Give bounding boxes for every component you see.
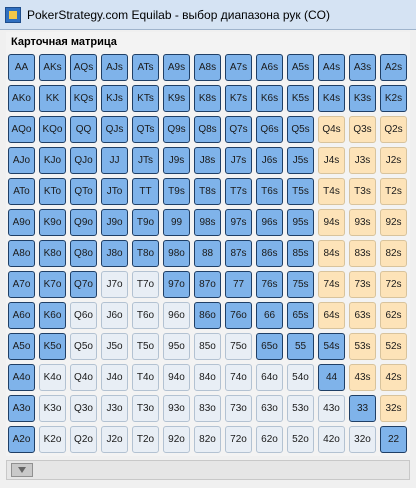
hand-cell-T6s[interactable]: T6s	[256, 178, 283, 205]
hand-cell-98o[interactable]: 98o	[163, 240, 190, 267]
hand-cell-QQ[interactable]: QQ	[70, 116, 97, 143]
hand-cell-97o[interactable]: 97o	[163, 271, 190, 298]
hand-cell-K5o[interactable]: K5o	[39, 333, 66, 360]
hand-cell-AA[interactable]: AA	[8, 54, 35, 81]
hand-cell-83o[interactable]: 83o	[194, 395, 221, 422]
hand-cell-QJs[interactable]: QJs	[101, 116, 128, 143]
hand-cell-AQs[interactable]: AQs	[70, 54, 97, 81]
hand-cell-QTs[interactable]: QTs	[132, 116, 159, 143]
hand-cell-K5s[interactable]: K5s	[287, 85, 314, 112]
hand-cell-K4o[interactable]: K4o	[39, 364, 66, 391]
hand-cell-J9s[interactable]: J9s	[163, 147, 190, 174]
hand-cell-J3s[interactable]: J3s	[349, 147, 376, 174]
hand-cell-T2s[interactable]: T2s	[380, 178, 407, 205]
hand-cell-44[interactable]: 44	[318, 364, 345, 391]
window-title: PokerStrategy.com Equilab - выбор диапазона рук (CO)	[27, 8, 330, 22]
hand-cell-A9s[interactable]: A9s	[163, 54, 190, 81]
hand-cell-TT[interactable]: TT	[132, 178, 159, 205]
hand-cell-Q6o[interactable]: Q6o	[70, 302, 97, 329]
hand-cell-76s[interactable]: 76s	[256, 271, 283, 298]
hand-cell-Q7o[interactable]: Q7o	[70, 271, 97, 298]
hand-cell-64o[interactable]: 64o	[256, 364, 283, 391]
hand-cell-98s[interactable]: 98s	[194, 209, 221, 236]
card-matrix-label: Карточная матрица	[11, 36, 117, 48]
hand-cell-A2o[interactable]: A2o	[8, 426, 35, 453]
hand-cell-Q2o[interactable]: Q2o	[70, 426, 97, 453]
hand-cell-K8s[interactable]: K8s	[194, 85, 221, 112]
hand-cell-QTo[interactable]: QTo	[70, 178, 97, 205]
hand-cell-T7s[interactable]: T7s	[225, 178, 252, 205]
hand-cell-T8s[interactable]: T8s	[194, 178, 221, 205]
hand-cell-K9s[interactable]: K9s	[163, 85, 190, 112]
hand-cell-K4s[interactable]: K4s	[318, 85, 345, 112]
hand-cell-T6o[interactable]: T6o	[132, 302, 159, 329]
hand-cell-84s[interactable]: 84s	[318, 240, 345, 267]
hand-cell-J5o[interactable]: J5o	[101, 333, 128, 360]
hand-cell-K3s[interactable]: K3s	[349, 85, 376, 112]
hand-cell-A6s[interactable]: A6s	[256, 54, 283, 81]
hand-cell-96s[interactable]: 96s	[256, 209, 283, 236]
hand-cell-T9s[interactable]: T9s	[163, 178, 190, 205]
hand-cell-82o[interactable]: 82o	[194, 426, 221, 453]
hand-cell-AKs[interactable]: AKs	[39, 54, 66, 81]
hand-cell-74s[interactable]: 74s	[318, 271, 345, 298]
hand-cell-85o[interactable]: 85o	[194, 333, 221, 360]
hand-cell-32s[interactable]: 32s	[380, 395, 407, 422]
hand-cell-KTo[interactable]: KTo	[39, 178, 66, 205]
hand-cell-43s[interactable]: 43s	[349, 364, 376, 391]
hand-cell-94s[interactable]: 94s	[318, 209, 345, 236]
hand-cell-92o[interactable]: 92o	[163, 426, 190, 453]
hand-cell-73o[interactable]: 73o	[225, 395, 252, 422]
hand-cell-A9o[interactable]: A9o	[8, 209, 35, 236]
hand-cell-K3o[interactable]: K3o	[39, 395, 66, 422]
hand-cell-Q5o[interactable]: Q5o	[70, 333, 97, 360]
hand-cell-T5s[interactable]: T5s	[287, 178, 314, 205]
hand-cell-43o[interactable]: 43o	[318, 395, 345, 422]
hand-cell-74o[interactable]: 74o	[225, 364, 252, 391]
hand-cell-77[interactable]: 77	[225, 271, 252, 298]
hand-cell-K6o[interactable]: K6o	[39, 302, 66, 329]
hand-cell-ATs[interactable]: ATs	[132, 54, 159, 81]
hand-cell-A6o[interactable]: A6o	[8, 302, 35, 329]
hand-cell-QJo[interactable]: QJo	[70, 147, 97, 174]
hand-cell-K2s[interactable]: K2s	[380, 85, 407, 112]
hand-cell-J2s[interactable]: J2s	[380, 147, 407, 174]
hand-cell-62o[interactable]: 62o	[256, 426, 283, 453]
hand-cell-T4o[interactable]: T4o	[132, 364, 159, 391]
hand-cell-J3o[interactable]: J3o	[101, 395, 128, 422]
hand-cell-Q5s[interactable]: Q5s	[287, 116, 314, 143]
hand-cell-A4s[interactable]: A4s	[318, 54, 345, 81]
hand-cell-T8o[interactable]: T8o	[132, 240, 159, 267]
hand-cell-J7s[interactable]: J7s	[225, 147, 252, 174]
hand-cell-T5o[interactable]: T5o	[132, 333, 159, 360]
hand-cell-99[interactable]: 99	[163, 209, 190, 236]
hand-cell-K2o[interactable]: K2o	[39, 426, 66, 453]
hand-cell-J5s[interactable]: J5s	[287, 147, 314, 174]
hand-cell-Q9s[interactable]: Q9s	[163, 116, 190, 143]
hand-cell-J7o[interactable]: J7o	[101, 271, 128, 298]
hand-cell-T3o[interactable]: T3o	[132, 395, 159, 422]
hand-cell-J6o[interactable]: J6o	[101, 302, 128, 329]
card-matrix-panel	[6, 32, 410, 456]
hand-cell-93s[interactable]: 93s	[349, 209, 376, 236]
hand-cell-A7s[interactable]: A7s	[225, 54, 252, 81]
hand-cell-85s[interactable]: 85s	[287, 240, 314, 267]
hand-cell-J8s[interactable]: J8s	[194, 147, 221, 174]
hand-cell-86o[interactable]: 86o	[194, 302, 221, 329]
hand-cell-32o[interactable]: 32o	[349, 426, 376, 453]
hand-cell-A8o[interactable]: A8o	[8, 240, 35, 267]
hand-cell-A2s[interactable]: A2s	[380, 54, 407, 81]
horizontal-slider[interactable]	[6, 460, 410, 480]
hand-cell-K6s[interactable]: K6s	[256, 85, 283, 112]
slider-thumb[interactable]	[11, 463, 33, 477]
hand-cell-86s[interactable]: 86s	[256, 240, 283, 267]
card-matrix-grid	[6, 52, 410, 456]
hand-cell-A3s[interactable]: A3s	[349, 54, 376, 81]
hand-cell-ATo[interactable]: ATo	[8, 178, 35, 205]
hand-cell-Q6s[interactable]: Q6s	[256, 116, 283, 143]
hand-cell-92s[interactable]: 92s	[380, 209, 407, 236]
hand-cell-52o[interactable]: 52o	[287, 426, 314, 453]
hand-cell-42s[interactable]: 42s	[380, 364, 407, 391]
hand-cell-Q8o[interactable]: Q8o	[70, 240, 97, 267]
hand-cell-75o[interactable]: 75o	[225, 333, 252, 360]
hand-cell-54s[interactable]: 54s	[318, 333, 345, 360]
hand-cell-72s[interactable]: 72s	[380, 271, 407, 298]
hand-cell-87s[interactable]: 87s	[225, 240, 252, 267]
hand-cell-AQo[interactable]: AQo	[8, 116, 35, 143]
hand-cell-54o[interactable]: 54o	[287, 364, 314, 391]
hand-cell-A4o[interactable]: A4o	[8, 364, 35, 391]
hand-cell-55[interactable]: 55	[287, 333, 314, 360]
hand-cell-84o[interactable]: 84o	[194, 364, 221, 391]
hand-cell-87o[interactable]: 87o	[194, 271, 221, 298]
hand-cell-53o[interactable]: 53o	[287, 395, 314, 422]
hand-cell-AJo[interactable]: AJo	[8, 147, 35, 174]
hand-cell-65s[interactable]: 65s	[287, 302, 314, 329]
hand-cell-J4s[interactable]: J4s	[318, 147, 345, 174]
hand-cell-J4o[interactable]: J4o	[101, 364, 128, 391]
hand-cell-Q9o[interactable]: Q9o	[70, 209, 97, 236]
hand-cell-42o[interactable]: 42o	[318, 426, 345, 453]
hand-cell-95o[interactable]: 95o	[163, 333, 190, 360]
hand-cell-AJs[interactable]: AJs	[101, 54, 128, 81]
hand-cell-63o[interactable]: 63o	[256, 395, 283, 422]
hand-cell-95s[interactable]: 95s	[287, 209, 314, 236]
hand-cell-T3s[interactable]: T3s	[349, 178, 376, 205]
hand-cell-Q4s[interactable]: Q4s	[318, 116, 345, 143]
hand-cell-J2o[interactable]: J2o	[101, 426, 128, 453]
hand-cell-64s[interactable]: 64s	[318, 302, 345, 329]
hand-cell-97s[interactable]: 97s	[225, 209, 252, 236]
hand-cell-A5o[interactable]: A5o	[8, 333, 35, 360]
hand-cell-KJo[interactable]: KJo	[39, 147, 66, 174]
hand-cell-KQo[interactable]: KQo	[39, 116, 66, 143]
hand-cell-J9o[interactable]: J9o	[101, 209, 128, 236]
hand-cell-T2o[interactable]: T2o	[132, 426, 159, 453]
hand-cell-72o[interactable]: 72o	[225, 426, 252, 453]
equilab-app-icon	[5, 7, 21, 23]
hand-cell-J8o[interactable]: J8o	[101, 240, 128, 267]
hand-cell-AKo[interactable]: AKo	[8, 85, 35, 112]
hand-cell-73s[interactable]: 73s	[349, 271, 376, 298]
hand-cell-KK[interactable]: KK	[39, 85, 66, 112]
hand-cell-T4s[interactable]: T4s	[318, 178, 345, 205]
hand-cell-T7o[interactable]: T7o	[132, 271, 159, 298]
hand-cell-JTo[interactable]: JTo	[101, 178, 128, 205]
hand-cell-JJ[interactable]: JJ	[101, 147, 128, 174]
hand-cell-A5s[interactable]: A5s	[287, 54, 314, 81]
hand-cell-96o[interactable]: 96o	[163, 302, 190, 329]
title-bar	[0, 0, 416, 30]
hand-cell-KQs[interactable]: KQs	[70, 85, 97, 112]
hand-cell-JTs[interactable]: JTs	[132, 147, 159, 174]
hand-cell-83s[interactable]: 83s	[349, 240, 376, 267]
hand-cell-K8o[interactable]: K8o	[39, 240, 66, 267]
hand-cell-K7o[interactable]: K7o	[39, 271, 66, 298]
hand-cell-33[interactable]: 33	[349, 395, 376, 422]
hand-cell-53s[interactable]: 53s	[349, 333, 376, 360]
hand-cell-88[interactable]: 88	[194, 240, 221, 267]
hand-cell-J6s[interactable]: J6s	[256, 147, 283, 174]
hand-cell-76o[interactable]: 76o	[225, 302, 252, 329]
hand-cell-A3o[interactable]: A3o	[8, 395, 35, 422]
hand-cell-A7o[interactable]: A7o	[8, 271, 35, 298]
hand-cell-82s[interactable]: 82s	[380, 240, 407, 267]
hand-cell-94o[interactable]: 94o	[163, 364, 190, 391]
hand-cell-Q2s[interactable]: Q2s	[380, 116, 407, 143]
hand-cell-22[interactable]: 22	[380, 426, 407, 453]
hand-cell-93o[interactable]: 93o	[163, 395, 190, 422]
hand-cell-75s[interactable]: 75s	[287, 271, 314, 298]
hand-cell-52s[interactable]: 52s	[380, 333, 407, 360]
hand-cell-K9o[interactable]: K9o	[39, 209, 66, 236]
hand-cell-KJs[interactable]: KJs	[101, 85, 128, 112]
hand-cell-K7s[interactable]: K7s	[225, 85, 252, 112]
hand-cell-Q3o[interactable]: Q3o	[70, 395, 97, 422]
hand-cell-Q3s[interactable]: Q3s	[349, 116, 376, 143]
hand-cell-KTs[interactable]: KTs	[132, 85, 159, 112]
hand-cell-T9o[interactable]: T9o	[132, 209, 159, 236]
hand-cell-Q7s[interactable]: Q7s	[225, 116, 252, 143]
hand-cell-Q8s[interactable]: Q8s	[194, 116, 221, 143]
hand-cell-66[interactable]: 66	[256, 302, 283, 329]
hand-cell-Q4o[interactable]: Q4o	[70, 364, 97, 391]
hand-cell-A8s[interactable]: A8s	[194, 54, 221, 81]
hand-cell-62s[interactable]: 62s	[380, 302, 407, 329]
hand-cell-65o[interactable]: 65o	[256, 333, 283, 360]
hand-cell-63s[interactable]: 63s	[349, 302, 376, 329]
